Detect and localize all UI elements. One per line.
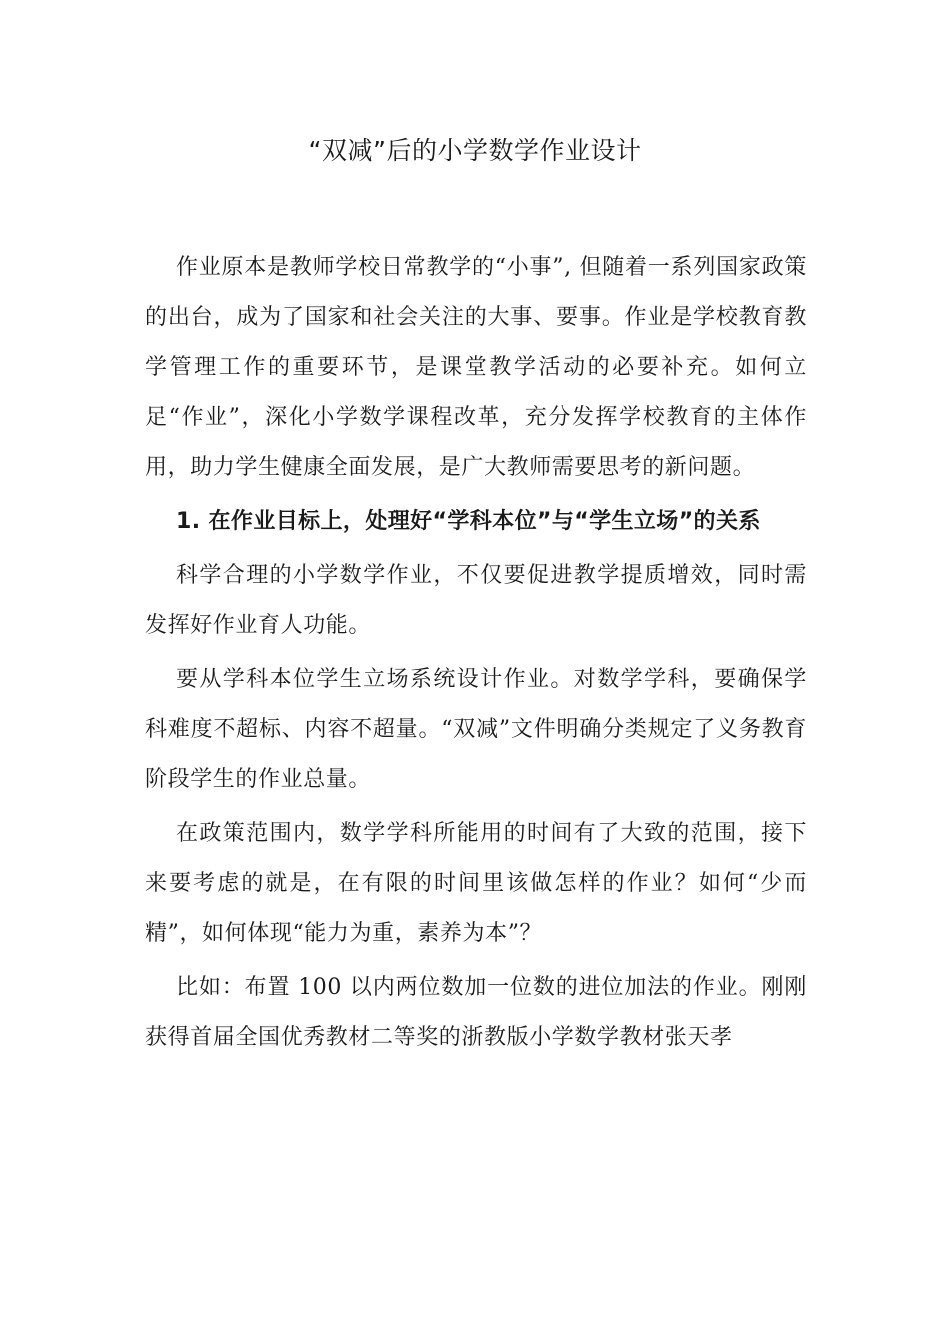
section-heading-1: 1. 在作业目标上，处理好“学科本位”与“学生立场”的关系	[176, 509, 761, 534]
paragraph-example: 比如：布置 100 以内两位数加一位数的进位加法的作业。刚刚获得首届全国优秀教材二等奖的浙教版小学数学教材张天孝	[145, 975, 807, 1050]
paragraph-system-design: 要从学科本位学生立场系统设计作业。对数学学科，要确保学科难度不超标、内容不超量。“双减”文件明确分类规定了义务教育阶段学生的作业总量。	[145, 667, 807, 792]
document-title: “双减”后的小学数学作业设计	[308, 136, 642, 165]
paragraph-policy-scope: 在政策范围内，数学学科所能用的时间有了大致的范围，接下来要考虑的就是，在有限的时间里该做怎样的作业？如何“少而精”，如何体现“能力为重，素养为本”？	[145, 821, 807, 946]
paragraph-homework-function: 科学合理的小学数学作业，不仅要促进教学提质增效，同时需发挥好作业育人功能。	[145, 563, 807, 638]
paragraph-intro: 作业原本是教师学校日常教学的“小事”, 但随着一系列国家政策的出台，成为了国家和社会关注的大事、要事。作业是学校教育教学管理工作的重要环节，是课堂教学活动的必要补充。如何立足“作业”，深化小学数学课程改革，充分发挥学校教育的主体作用，助力学生健康全面发展，是广大教师需要思考的新问题。	[145, 255, 807, 480]
document-body	[145, 243, 807, 1067]
